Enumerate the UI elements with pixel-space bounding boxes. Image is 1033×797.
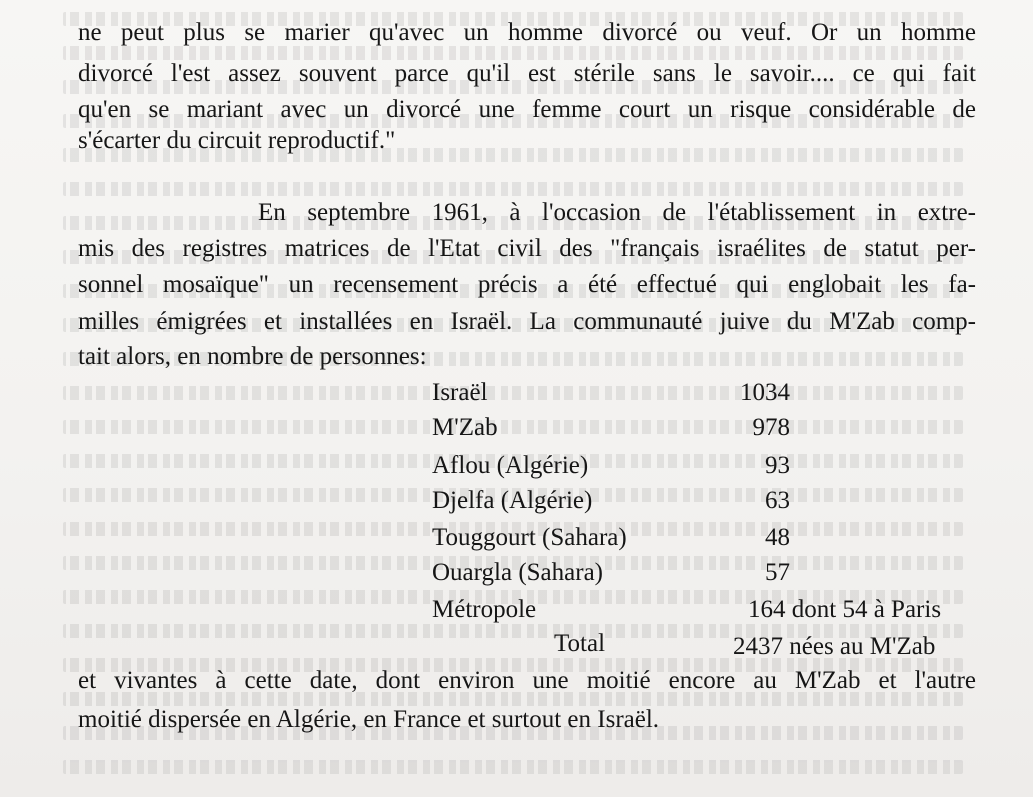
table-place: Djelfa (Algérie): [432, 487, 593, 514]
paragraph-2-line: En septembre 1961, à l'occasion de l'établissement in extre-: [258, 199, 976, 226]
paragraph-1-line: divorcé l'est assez souvent parce qu'il est stérile sans le savoir.... ce qui fait: [78, 60, 976, 87]
table-count: 1034: [740, 379, 790, 406]
table-place: Métropole: [432, 596, 537, 623]
table-count: 164 dont 54 à Paris: [748, 596, 942, 623]
paragraph-2-line: milles émigrées et installées en Israël. La communauté juive du M'Zab comp-: [78, 308, 976, 335]
table-count: 978: [752, 414, 790, 441]
table-count: 63: [765, 487, 790, 514]
paragraph-1-line: s'écarter du circuit reproductif.": [78, 127, 396, 154]
paragraph-2-line: sonnel mosaïque" un recensement précis a été effectué qui englobait les fa-: [78, 271, 976, 298]
table-count: 57: [765, 559, 790, 586]
table-count: 93: [765, 452, 790, 479]
table-place: Ouargla (Sahara): [432, 559, 603, 586]
paragraph-1-line: ne peut plus se marier qu'avec un homme divorcé ou veuf. Or un homme: [78, 19, 976, 46]
paragraph-3-line: et vivantes à cette date, dont environ une moitié encore au M'Zab et l'autre: [78, 667, 976, 694]
table-place: Israël: [432, 379, 488, 406]
table-place: Touggourt (Sahara): [432, 524, 627, 551]
table-total-label: Total: [554, 630, 606, 657]
table-place: M'Zab: [432, 414, 498, 441]
paragraph-1-line: qu'en se mariant avec un divorcé une femme court un risque considérable de: [78, 96, 976, 123]
table-total-value: 2437 nées au M'Zab: [733, 633, 936, 660]
table-place: Aflou (Algérie): [432, 452, 589, 479]
paragraph-2-line: mis des registres matrices de l'Etat civil des "français israélites de statut per-: [78, 235, 976, 262]
table-count: 48: [765, 524, 790, 551]
paragraph-3-line: moitié dispersée en Algérie, en France et surtout en Israël.: [78, 706, 660, 733]
paragraph-2-line: tait alors, en nombre de personnes:: [78, 343, 427, 370]
